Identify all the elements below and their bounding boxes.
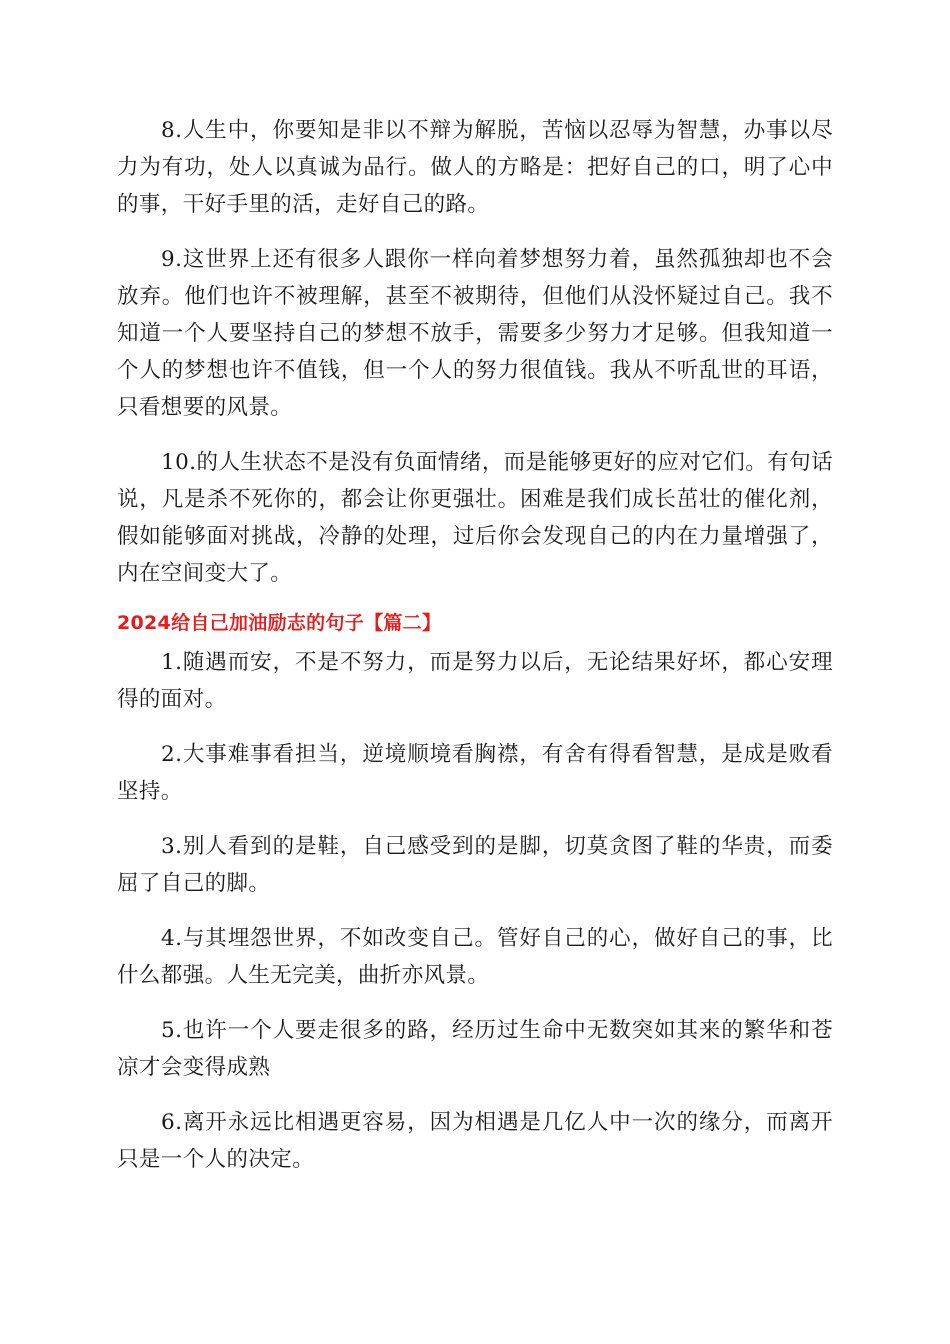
paragraph-item-2: 2.大事难事看担当，逆境顺境看胸襟，有舍有得看智慧，是成是败看坚持。 bbox=[117, 742, 833, 804]
paragraph-item-8: 8.人生中，你要知是非以不辩为解脱，苦恼以忍辱为智慧，办事以尽力为有功，处人以真诚为品行。做人的方略是：把好自己的口，明了心中的事，干好手里的活，走好自己的路。 bbox=[117, 118, 833, 217]
section-1-list bbox=[117, 112, 833, 592]
paragraph-item-3: 3.别人看到的是鞋，自己感受到的是脚，切莫贪图了鞋的华贵，而委屈了自己的脚。 bbox=[117, 834, 833, 896]
section-2-list bbox=[117, 644, 833, 1178]
paragraph-item-9: 9.这世界上还有很多人跟你一样向着梦想努力着，虽然孤独却也不会放弃。他们也许不被理解，甚至不被期待，但他们从没怀疑过自己。我不知道一个人要坚持自己的梦想不放手，需要多少努力才足够。但我知道一个人的梦想也许不值钱，但一个人的努力很值钱。我从不听乱世的耳语，只看想要的风景。 bbox=[117, 247, 833, 420]
paragraph-item-5: 5.也许一个人要走很多的路，经历过生命中无数突如其来的繁华和苍凉才会变得成熟 bbox=[117, 1018, 833, 1080]
paragraph-item-1: 1.随遇而安，不是不努力，而是努力以后，无论结果好坏，都心安理得的面对。 bbox=[117, 650, 833, 712]
paragraph-item-6: 6.离开永远比相遇更容易，因为相遇是几亿人中一次的缘分，而离开只是一个人的决定。 bbox=[117, 1110, 833, 1172]
document-body bbox=[117, 112, 833, 1196]
paragraph-item-10: 10.的人生状态不是没有负面情绪，而是能够更好的应对它们。有句话说，凡是杀不死你的，都会让你更强壮。困难是我们成长茁壮的催化剂，假如能够面对挑战，冷静的处理，过后你会发现自己的内在力量增强了，内在空间变大了。 bbox=[117, 450, 833, 586]
section-heading: 2024给自己加油励志的句子【篇二】 bbox=[117, 612, 442, 634]
paragraph-item-4: 4.与其埋怨世界，不如改变自己。管好自己的心，做好自己的事，比什么都强。人生无完美，曲折亦风景。 bbox=[117, 926, 833, 988]
